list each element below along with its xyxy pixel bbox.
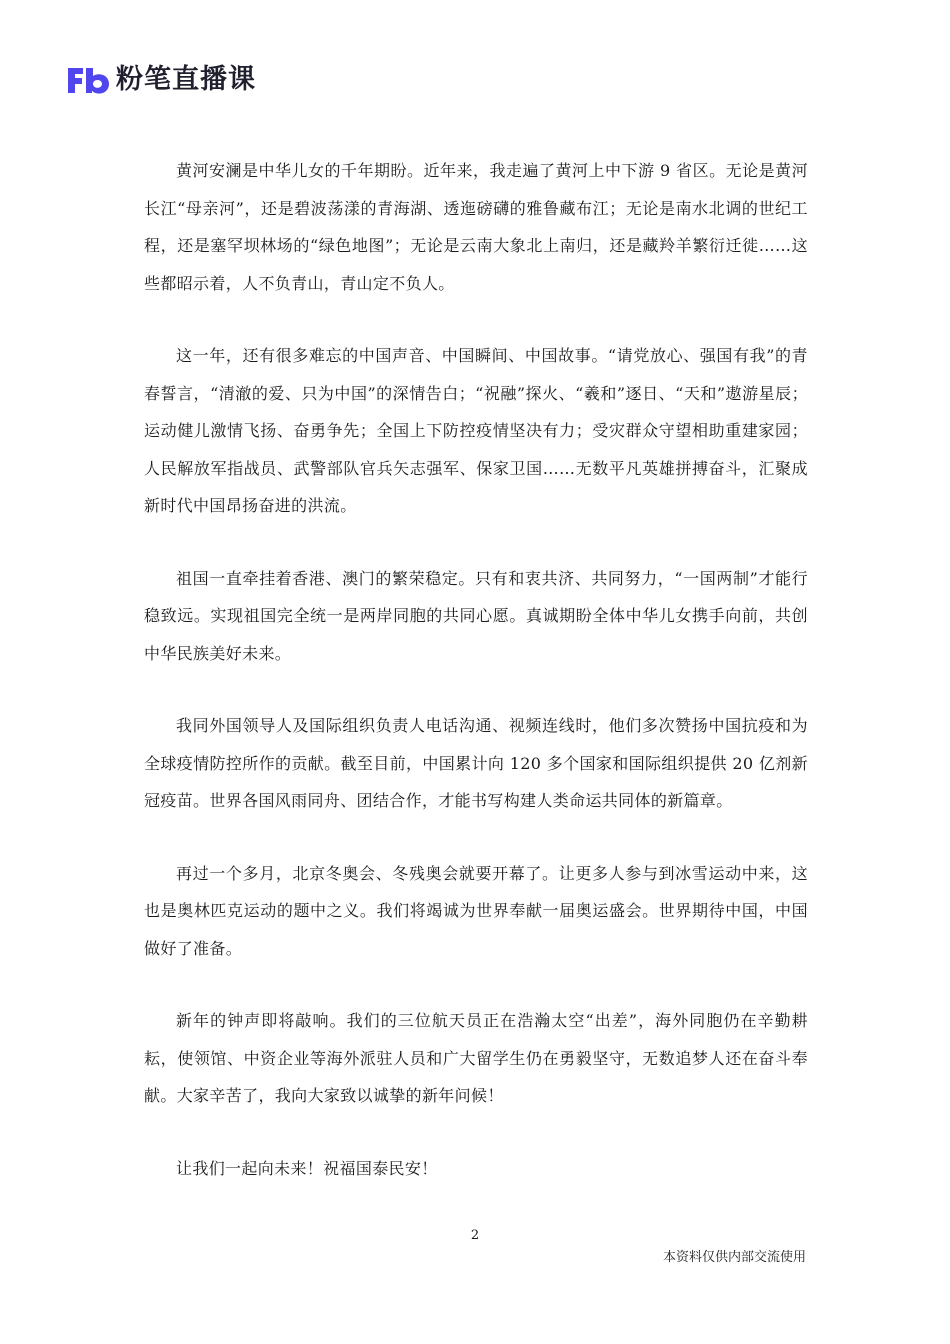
fb-logo-icon [66, 64, 112, 96]
logo-text: 粉笔直播课 [116, 64, 256, 95]
page-number: 2 [470, 1228, 480, 1243]
paragraph: 祖国一直牵挂着香港、澳门的繁荣稳定。只有和衷共济、共同努力，“一国两制”才能行稳致远。实现祖国完全统一是两岸同胞的共同心愿。真诚期盼全体中华儿女携手向前，共创中华民族美好未来。 [144, 568, 808, 663]
brand-logo [66, 62, 256, 98]
paragraph: 我同外国领导人及国际组织负责人电话沟通、视频连线时，他们多次赞扬中国抗疫和为全球疫情防控所作的贡献。截至目前，中国累计向 120 多个国家和国际组织提供 20 亿剂新冠疫苗。世界各国风雨同舟、团结合作，才能书写构建人类命运共同体的新篇章。 [144, 716, 808, 810]
footer-note: 本资料仅供内部交流使用 [662, 1250, 806, 1265]
paragraph: 这一年，还有很多难忘的中国声音、中国瞬间、中国故事。“请党放心、强国有我”的青春誓言，“清澈的爱、只为中国”的深情告白；“祝融”探火、“羲和”逐日、“天和”遨游星辰；运动健儿激情飞扬、奋勇争先；全国上下防控疫情坚决有力；受灾群众守望相助重建家园；人民解放军指战员、武警部队官兵矢志强军、保家卫国……无数平凡英雄拼搏奋斗，汇聚成新时代中国昂扬奋进的洪流。 [144, 346, 808, 515]
paragraph: 黄河安澜是中华儿女的千年期盼。近年来，我走遍了黄河上中下游 9 省区。无论是黄河长江“母亲河”，还是碧波荡漾的青海湖、透迤磅礴的雅鲁藏布江；无论是南水北调的世纪工程，还是塞罕坝林场的“绿色地图”；无论是云南大象北上南归，还是藏羚羊繁衍迁徙……这些都昭示着，人不负青山，青山定不负人。 [144, 161, 808, 293]
paragraph: 新年的钟声即将敲响。我们的三位航天员正在浩瀚太空“出差”，海外同胞仍在辛勤耕耘，使领馆、中资企业等海外派驻人员和广大留学生仍在勇毅坚守，无数追梦人还在奋斗奉献。大家辛苦了，我向大家致以诚挚的新年问候！ [144, 1011, 808, 1105]
paragraph: 再过一个多月，北京冬奥会、冬残奥会就要开幕了。让更多人参与到冰雪运动中来，这也是奥林匹克运动的题中之义。我们将竭诚为世界奉献一届奥运盛会。世界期待中国，中国做好了准备。 [144, 863, 808, 958]
article-body [144, 152, 808, 1222]
paragraph: 让我们一起向未来！祝福国泰民安！ [176, 1158, 438, 1178]
